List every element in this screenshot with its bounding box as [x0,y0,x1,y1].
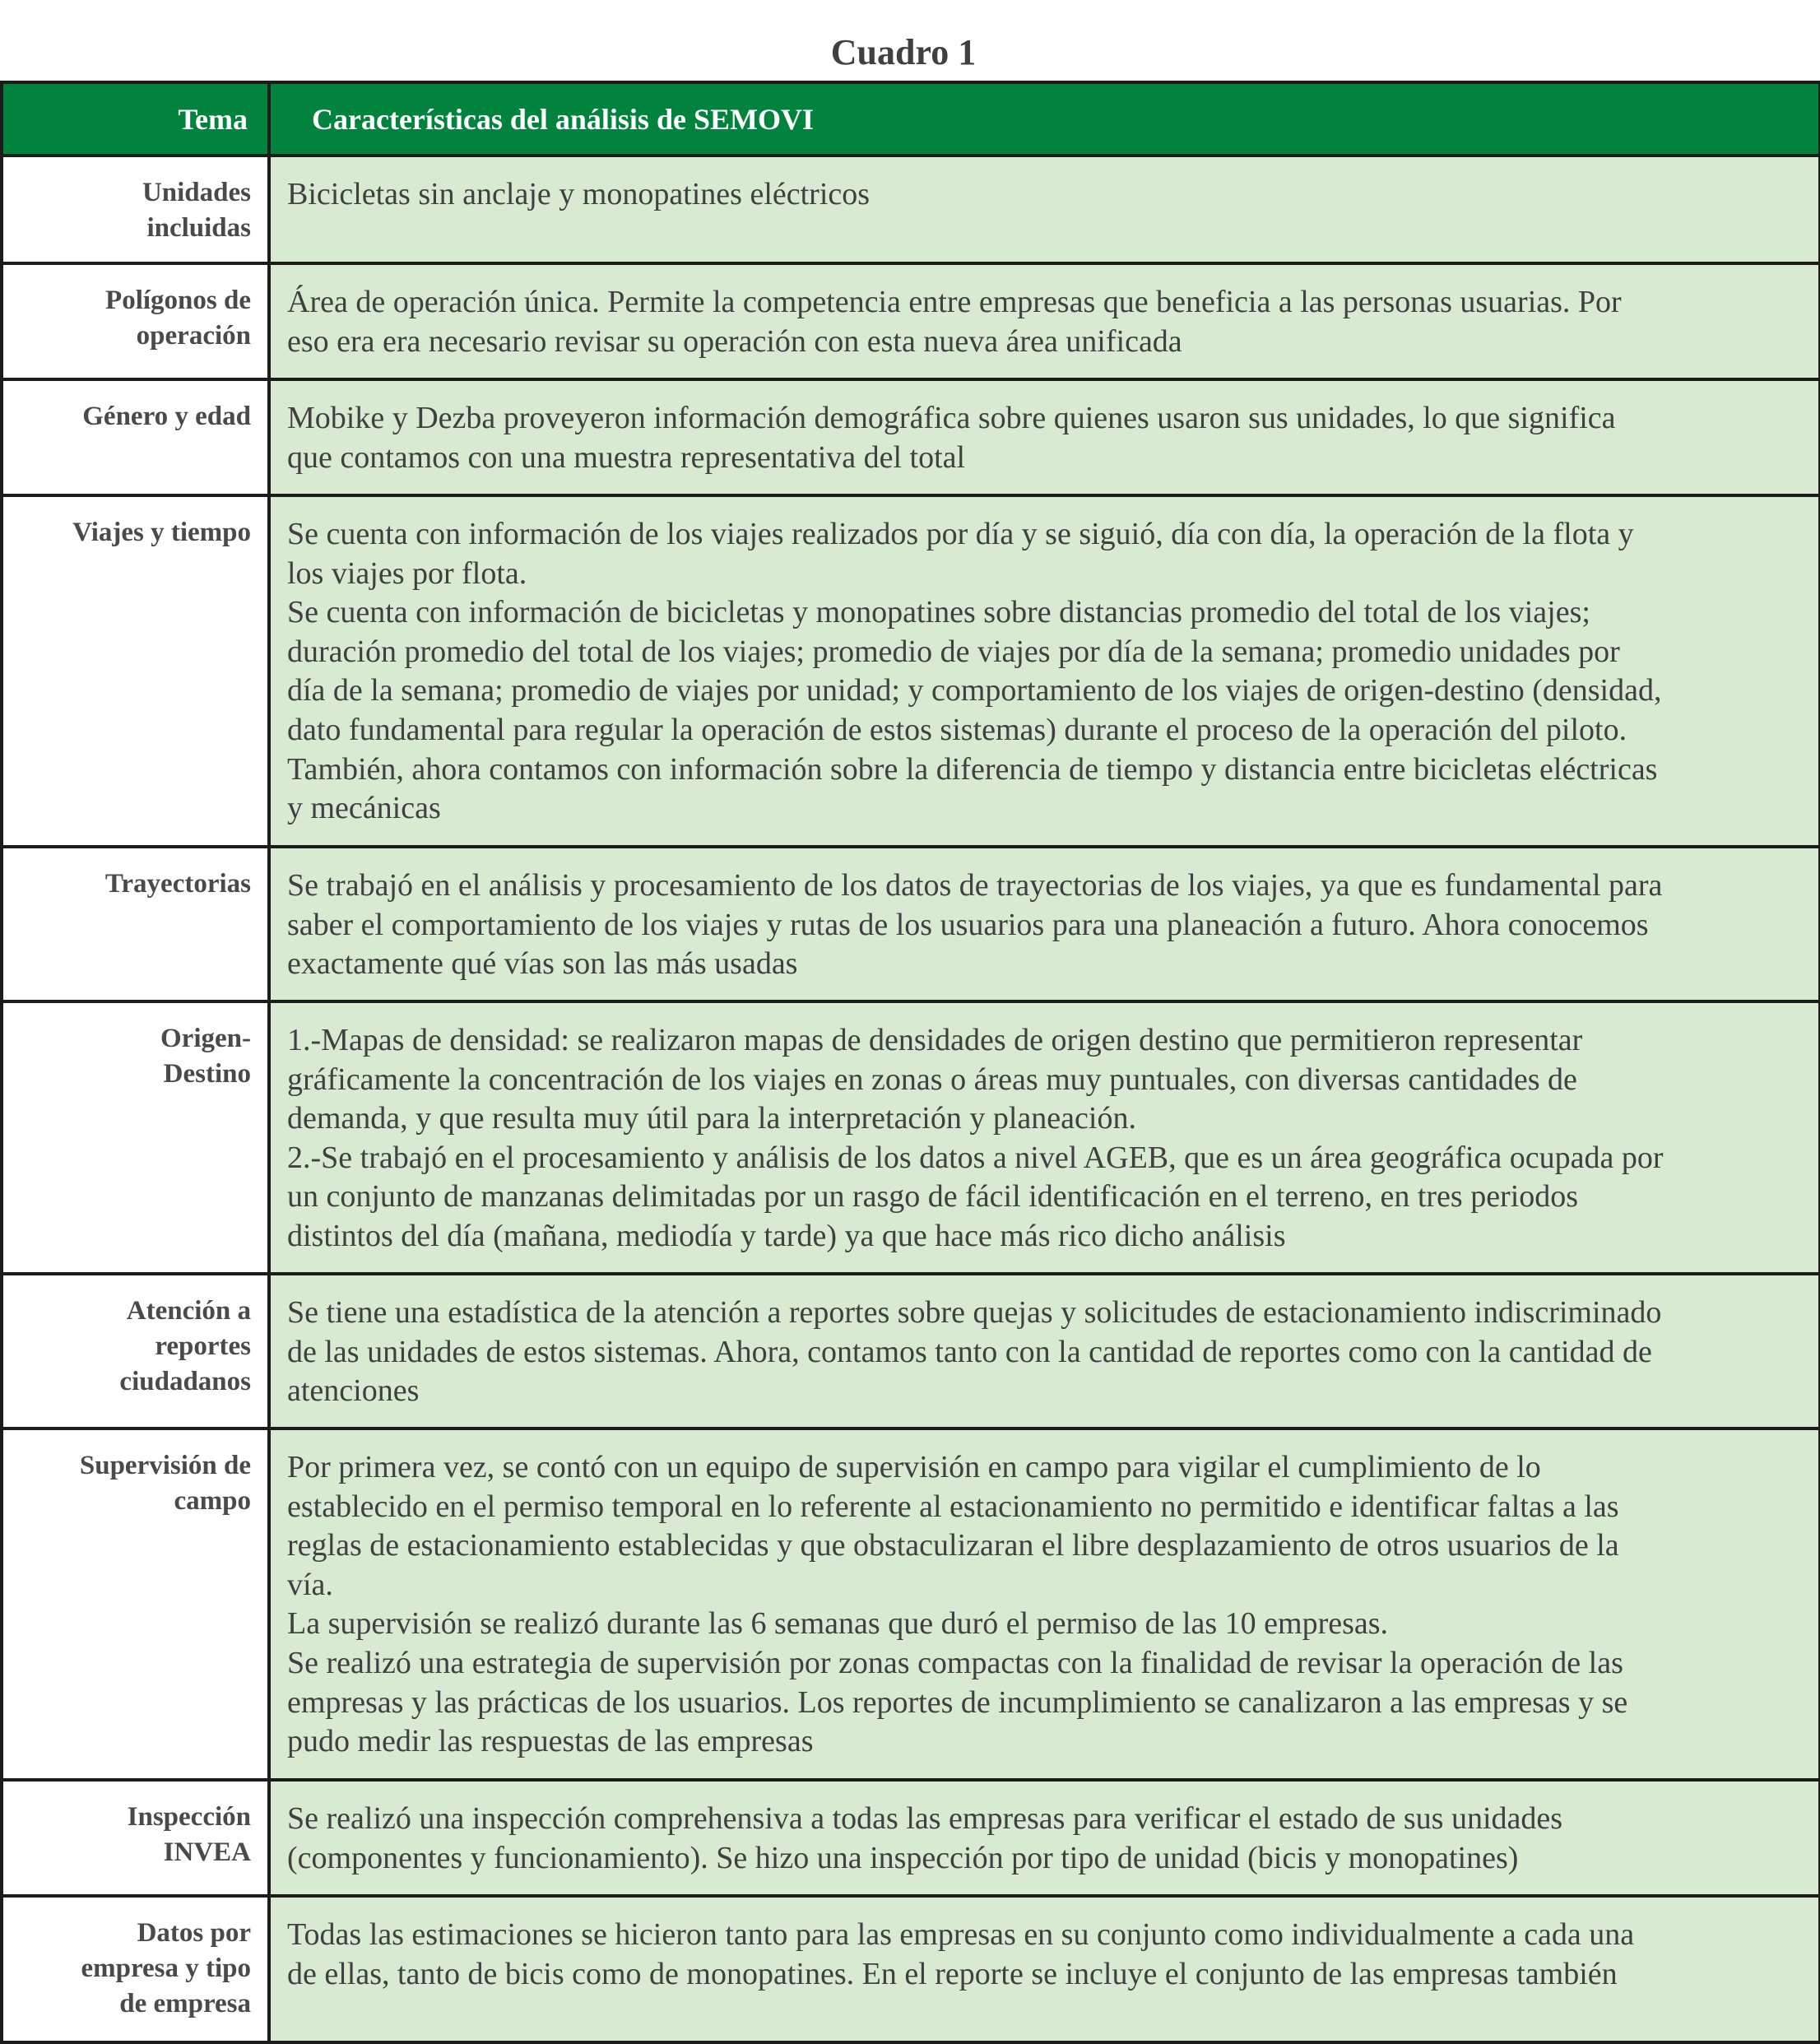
description-line: distintos del día (mañana, mediodía y tarde) ya que hace más rico dicho análisis [287,1218,1286,1253]
topic-line: reportes [155,1331,251,1361]
row-topic [2,1780,269,1896]
description-line: dato fundamental para regular la operación de estos sistemas) durante el proceso de la operación del piloto. [287,712,1627,747]
description-line: que contamos con una muestra representativa del total [287,439,966,475]
topic-line: campo [174,1486,251,1516]
row-topic [2,1001,269,1274]
description-line: Se cuenta con información de los viajes realizados por día y se siguió, día con día, la operación de la flota y [287,517,1634,551]
description-line: demanda, y que resulta muy útil para la interpretación y planeación. [287,1101,1136,1136]
topic-line: Inspección [127,1802,251,1832]
description-line: También, ahora contamos con información sobre la diferencia de tiempo y distancia entre bicicletas eléctricas [287,751,1658,787]
table-row [2,379,1820,495]
table-body [2,156,1820,2042]
topic-line: Atención a [126,1296,251,1326]
topic-line: INVEA [163,1837,251,1867]
row-topic [2,156,269,263]
description-line: La supervisión se realizó durante las 6 semanas que duró el permiso de las 10 empresas. [287,1606,1389,1642]
description-line: Bicicletas sin anclaje y monopatines eléctricos [287,177,871,211]
table-row [2,1428,1820,1780]
row-description [269,156,1820,263]
description-line: Se tiene una estadística de la atención a reportes sobre quejas y solicitudes de estacionamiento indiscriminado [287,1295,1662,1330]
topic-line: Viajes y tiempo [72,518,251,547]
description-line: un conjunto de manzanas delimitadas por un rasgo de fácil identificación en el terreno, en tres periodos [287,1179,1579,1215]
topic-line: Destino [163,1059,251,1089]
description-line: Mobike y Dezba proveyeron información demográfica sobre quienes usaron sus unidades, lo que significa [287,401,1616,435]
row-description [269,263,1820,379]
table-row [2,156,1820,263]
table-row [2,847,1820,1001]
description-line: (componentes y funcionamiento). Se hizo una inspección por tipo de unidad (bicis y monopatines) [287,1840,1519,1875]
description-line: Se realizó una estrategia de supervisión por zonas compactas con la finalidad de revisar la operación de las [287,1645,1623,1680]
row-description [269,379,1820,495]
description-line: atenciones [287,1373,420,1409]
description-line: y mecánicas [287,791,441,826]
description-line: los viajes por flota. [287,555,527,591]
description-line: eso era era necesario revisar su operación con esta nueva área unificada [287,323,1182,359]
description-line: exactamente qué vías son las más usadas [287,946,798,982]
description-line: 2.-Se trabajó en el procesamiento y análisis de los datos a nivel AGEB, que es un área geográfica ocupada por [287,1140,1664,1175]
table-row [2,1001,1820,1274]
topic-line: Unidades [142,178,251,207]
topic-line: incluidas [146,213,251,243]
topic-line: empresa y tipo [81,1953,251,1983]
table-title: Cuadro 1 [830,32,977,72]
table-row [2,495,1820,847]
description-line: vía. [287,1567,333,1602]
table-row [2,1274,1820,1428]
cuadro-table [0,81,1820,2044]
description-line: pudo medir las respuestas de las empresas [287,1724,814,1759]
row-description [269,1274,1820,1428]
description-line: reglas de estacionamiento establecidas y que obstaculizaran el libre desplazamiento de otros usuarios de la [287,1528,1619,1563]
description-line: empresas y las prácticas de los usuarios. Los reportes de incumplimiento se canalizaron a las empresas y se [287,1684,1628,1720]
row-topic [2,263,269,379]
header-tema: Tema [2,82,269,156]
topic-line: Polígonos de [105,286,251,315]
row-description [269,847,1820,1001]
row-description [269,495,1820,847]
header-caracteristicas: Características del análisis de SEMOVI [269,82,1820,156]
table-row [2,1780,1820,1896]
description-line: Todas las estimaciones se hicieron tanto para las empresas en su conjunto como individualmente a cada una [287,1917,1635,1952]
topic-line: Origen- [160,1024,251,1053]
row-description [269,1001,1820,1274]
description-line: Se trabajó en el análisis y procesamiento de los datos de trayectorias de los viajes, ya que es fundamental para [287,868,1663,903]
description-line: 1.-Mapas de densidad: se realizaron mapas de densidades de origen destino que permitieron representar [287,1023,1583,1057]
row-topic [2,847,269,1001]
row-description [269,1896,1820,2042]
description-line: Se cuenta con información de bicicletas y monopatines sobre distancias promedio del total de los viajes; [287,595,1590,630]
description-line: de ellas, tanto de bicis como de monopatines. En el reporte se incluye el conjunto de las empresas también [287,1956,1618,1991]
row-topic [2,495,269,847]
topic-line: Género y edad [82,402,251,431]
description-line: de las unidades de estos sistemas. Ahora, contamos tanto con la cantidad de reportes como con la cantidad de [287,1334,1652,1369]
topic-line: Datos por [137,1918,251,1948]
topic-line: Supervisión de [79,1451,251,1480]
description-line: Por primera vez, se contó con un equipo de supervisión en campo para vigilar el cumplimiento de lo [287,1450,1541,1484]
row-description [269,1780,1820,1896]
topic-line: operación [136,321,251,351]
topic-line: Trayectorias [104,869,251,899]
description-line: establecido en el permiso temporal en lo referente al estacionamiento no permitido e identificar faltas a las [287,1489,1619,1524]
description-line: gráficamente la concentración de los viajes en zonas o áreas muy puntuales, con diversas cantidades de [287,1061,1577,1097]
description-line: duración promedio del total de los viajes; promedio de viajes por día de la semana; promedio unidades por [287,634,1620,669]
row-topic [2,1896,269,2042]
row-topic [2,379,269,495]
description-line: saber el comportamiento de los viajes y rutas de los usuarios para una planeación a futuro. Ahora conocemos [287,907,1649,942]
header-row [2,82,1820,156]
description-line: día de la semana; promedio de viajes por unidad; y comportamiento de los viajes de origen-destino (densidad, [287,673,1662,708]
topic-line: ciudadanos [119,1367,251,1396]
row-topic [2,1274,269,1428]
table-row [2,263,1820,379]
row-description [269,1428,1820,1780]
table-row [2,1896,1820,2042]
description-line: Área de operación única. Permite la competencia entre empresas que beneficia a las personas usuarias. Por [287,285,1622,319]
topic-line: de empresa [119,1989,251,2018]
row-topic [2,1428,269,1780]
description-line: Se realizó una inspección comprehensiva a todas las empresas para verificar el estado de sus unidades [287,1801,1563,1836]
